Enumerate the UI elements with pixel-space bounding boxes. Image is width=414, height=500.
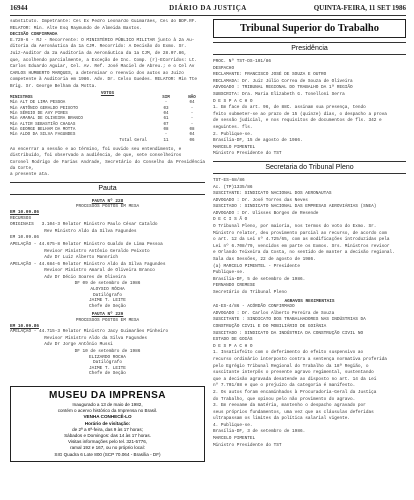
text-line: D E C I S Ã O <box>213 217 248 223</box>
header-rule <box>10 15 406 16</box>
text-line: Ac. (TP)1335/86 <box>213 184 253 190</box>
text-line: e Orlando Teixeira da Costa, no sentido de manter a decisão regional. <box>213 250 395 256</box>
text-line: que, acolhendo parcialmente, a Exceção de Inc. Comp. (r)-ECorridos: Lt. <box>10 57 198 63</box>
text-line: Brasília-DF, 5 de setembro de 1986. <box>213 276 306 282</box>
votes-total-yes: 11 <box>163 138 169 143</box>
vote-yes: 03 <box>163 106 169 111</box>
text-line: 3. Em reexame da matéria, mantenho o despacho agravado por <box>213 403 366 409</box>
text-line: DESPACHO <box>213 65 235 71</box>
item-paragraph <box>10 38 205 90</box>
votes-col-ministers: MINISTROS <box>10 96 33 101</box>
text-line: CONSTRUÇÃO CIVIL E DO MOBILIÁRIO DE GOIÂNIA <box>213 323 327 329</box>
pauta-entry: Rev Ministro Aldo da Silva Fagundes <box>10 228 137 234</box>
text-line: ultrapassam os limites da política salarial vigente. <box>213 416 351 422</box>
text-line: Lei nº 6.708/79, vencidos em parte os Exmos. Srs. Ministros revisor <box>213 243 390 249</box>
pauta-date: EM 10.09.86 <box>10 209 39 215</box>
museum-lines <box>16 402 199 458</box>
vote-no: 08 <box>189 127 195 132</box>
session-label: DECISÃO CONFIRMADA <box>10 32 58 38</box>
museum-line: de 2ª a 6ª-feira, das 9 às 17 horas; <box>72 426 143 432</box>
text-line: 1. Em face do art. 96, de 88C. assinam sua presença, tendo <box>213 105 366 111</box>
text-line: ADVOGADO : Dr. José Torres das Neves <box>213 197 308 203</box>
presidencia-title: Presidência <box>213 42 406 55</box>
text-line: D E S P A C H O <box>213 98 253 104</box>
vote-minister: Min ALDO DA SILVA FAGUNDES <box>10 133 76 138</box>
pauta-date: EM 10.09.86 <box>10 323 39 329</box>
text-line: MARCELO PIMENTEL <box>213 144 256 150</box>
votes-total-no: 06 <box>189 138 195 143</box>
vote-minister: Min SÉRGIO DE AVY PIRES <box>10 112 68 117</box>
text-line: 1. Insatisfeito com o deferimento do efeito suspensivo ao <box>213 350 364 356</box>
vote-no: - <box>190 112 194 117</box>
pauta-block <box>10 199 205 313</box>
text-line: RELATOR: Min. Alte Esq Raymundo de Almeida Bastos. <box>10 25 142 31</box>
text-line: TST-ES-68/86 <box>213 177 245 183</box>
pauta-signature-line: Chefe de Seção <box>89 303 126 309</box>
text-line: RECLAMANTE: FRANCISCO JOSÉ DE SOUZA E OUTRO <box>213 72 327 78</box>
votes-col-yes: SIM <box>162 96 170 101</box>
pleno-text <box>213 178 406 296</box>
vote-yes: 61 <box>163 117 169 122</box>
text-line: SUSCITADO : SINDICATO NACIONAL DAS EMPRESAS AEROVIÁRIAS (SNEA) <box>213 204 377 210</box>
page-header <box>10 4 406 14</box>
museum-line: Visitas informações pelo tel. 321-5776, <box>67 439 148 445</box>
vote-no: 04 <box>189 101 195 106</box>
text-line: SUSCITANTE : SINDICATO DOS TRABALHADORES NAS INDÚSTRIAS DA <box>213 317 366 323</box>
pauta-blocks <box>10 199 205 380</box>
museum-line: ramal 192 e 167, ou no próprio local: <box>70 445 145 451</box>
agravos-title: AGRAVOS REGIMENTAIS <box>284 298 335 304</box>
text-line: CARLOS HUMBERTO MARQUES, a determinar o reenvio dos autos ao Juízo <box>10 70 184 76</box>
pauta-entry: Adv Dr Jorge Antônio Mussi <box>10 342 113 348</box>
pauta-heading: PAUTA Nº 229 <box>91 312 124 318</box>
text-line: ADVOGADO : Dr. Ulisses Borges de Resende <box>213 210 319 216</box>
text-line: Juiz-Auditor da 2a Auditoria da Aeronáutica da 1a CJM, de 28.07.86, <box>10 50 187 56</box>
museum-line: SIG Quadra 6 Lote 800 (SCP 70.064 - Brasília - DF) <box>54 451 161 457</box>
text-line: suscitante interpôs o presente agravo regimental, sustentando <box>213 370 374 376</box>
text-line: Secretário do Tribunal Pleno <box>213 290 287 295</box>
vote-yes: - <box>164 133 168 138</box>
museum-advert <box>10 386 205 462</box>
pauta-entry: ORIGINAIS 3.104-3 Relator Ministro Paulo César Cataldo <box>10 222 158 228</box>
pauta-signature-line: Datilógrafo <box>93 360 122 366</box>
pauta-heading: PAUTA Nº 228 <box>91 198 124 204</box>
text-line: Sala das Sessões, 22 de agosto de 1986. <box>213 257 316 263</box>
pauta-entry: Revisor Ministro Aldo da Silva Fagundes <box>10 335 148 341</box>
text-line: PROC. Nº TST-DS-101/86 <box>213 59 271 64</box>
pauta-subheading: PROCESSOS POSTOS EM MESA <box>75 318 140 324</box>
text-line: feito submeter-se ao prazo de 15 (quinze) dias, o despacho a prova <box>213 111 387 117</box>
pauta-entry: Adv Dr Luiz Alberto Mannrich <box>10 255 119 261</box>
vote-minister: Min AMARAL DE OLIVEIRA BRANCO <box>10 117 83 122</box>
pauta-entry: Adv Dr Décio Soares de Oliveira <box>10 274 126 280</box>
pauta-block <box>10 312 205 380</box>
court-title: Tribunal Superior do Trabalho <box>213 19 406 38</box>
text-line: pelo Egrégio Tribunal Regional do Trabalho da 18ª Região, o <box>213 363 369 369</box>
vote-no: - <box>190 117 194 122</box>
text-line: nº 7.701/88 e que o prejuízo da categoria é manifesto. <box>213 383 356 389</box>
vote-no: - <box>190 122 194 127</box>
pleno-title: Secretaria do Tribunal Pleno <box>213 161 406 174</box>
votes-col-no: NÃO <box>188 96 196 101</box>
museum-line: Inaugurado a 13 de maio de 1982, <box>72 401 143 407</box>
text-line: RECLAMADA: Dr. Juiz Júlio Correa de Souza de Oliveira <box>213 78 353 84</box>
text-line: Ministro Presidente do TST <box>213 151 282 157</box>
text-line: o art. 12 da Lei nº 4.725/65, com as modificações introduzidas pela <box>213 237 390 243</box>
text-line: ADVOGADO : TRIBUNAL REGIONAL DO TRABALHO DA 1ª REGIÃO <box>213 85 353 91</box>
right-column <box>213 19 406 494</box>
vote-yes: 07 <box>163 122 169 127</box>
pauta-section-title: Pauta <box>10 182 205 195</box>
text-line: competente à Auditoria em 1986. Adv. Dr. Celso Guedes. RELATOR: Min Tte <box>10 77 198 83</box>
text-line: que a decisão agravada desatende ao disposto no art. 14 da Lei <box>213 376 377 382</box>
left-column <box>10 19 205 494</box>
text-line: MARCELO PIMENTEL <box>213 436 256 442</box>
page-number: 16944 <box>10 4 28 12</box>
text-line: SUSCITADO : SINDICATO DA INDÚSTRIA DA CONSTRUÇÃO CIVIL NO <box>213 330 364 336</box>
pauta-signature-line: Datilógrafo <box>93 292 122 298</box>
text-line: FERNANDO CREMESE <box>213 283 256 289</box>
publication-title: DIÁRIO DA JUSTIÇA <box>169 4 247 12</box>
text-line: Carlos Eduardo Aguiar, Cel. Av. Ref. José Maciel de Abreu.; e o Cel Av <box>10 64 195 70</box>
vote-no: 04 <box>189 133 195 138</box>
votes-total-label: Total Geral <box>119 138 147 143</box>
text-line: seguintes. fls. <box>213 124 253 130</box>
text-line: ADVOGADO : Dr. Carlos Alberto Pereira de Souza <box>213 310 335 316</box>
text-line: ditoria da Aeronáutica da 1a CJM. Recorrido: A Decisão do Exmo. Sr. <box>10 44 187 50</box>
text-line: O Tribunal Pleno, por maioria, nos termos do voto do Exmo. Sr. <box>213 224 377 230</box>
pauta-entry: APELAÇÃO - 44.715-3 Relator Ministro Jacy Guimarães Pinheiro <box>10 329 169 335</box>
text-line: (a) MARCELO PIMENTEL - Presidente <box>213 263 300 269</box>
museum-line: VENHA CONHECÊ-LO <box>83 414 132 420</box>
text-line: distribuído, foi observado a audiência, de que, sete conselheiros <box>10 153 182 159</box>
museum-line: contém o acervo histórico da Imprensa no Brasil. <box>57 408 158 414</box>
text-line: 2. Publique-se. <box>213 131 253 137</box>
pauta-entry: RECURSOS <box>10 215 32 221</box>
text-line: a presente ata. <box>10 172 50 178</box>
text-line: seus próprios fundamentos, uma vez que as cláusulas deferidas <box>213 409 374 415</box>
text-line: AG-ES-4/86 - ACÓRDÃO CONFIRMADO <box>213 304 295 310</box>
vote-yes: - <box>164 101 168 106</box>
presidencia-text <box>213 59 406 157</box>
pauta-entry: APELAÇÃO - 44.684-6 Relator Ministro Aldo da Silva Fagundes <box>10 261 166 267</box>
text-line: D E S P A C H O <box>213 343 253 349</box>
text-line: SUBSCRITA: Dra. Maria Elizabeth G. Tonelloni Serra <box>213 91 345 97</box>
text-line: Ao encerrar a sessão e ao término, foi ouvido seu entendimento, e <box>10 146 182 152</box>
text-line: 2. Os autos foram encaminhados à Procuradoria-Geral da Justiça <box>213 389 377 395</box>
text-line: E.729-6 - RJ - Recorrente: O MINISTÉRIO PÚBLICO MILITAR junto à 2a Au- <box>10 37 195 43</box>
vote-no: - <box>190 106 194 111</box>
agravos-text <box>213 304 406 448</box>
text-line: Brig. Sr. George Belham da Motta. <box>10 83 97 89</box>
vote-minister: Min ANTÔNIO GERALDO PEIXOTO <box>10 106 78 111</box>
pauta-footer-date: DF 09 de setembro de 1986 <box>74 281 141 287</box>
museum-line: Sábados e Domingos: das 14 às 17 horas. <box>64 433 151 438</box>
text-line: ESTADO DE GOIÁS <box>213 337 253 343</box>
text-line: SUSCITANTE: SINDICATO NACIONAL DOS AERONAUTAS <box>213 191 332 197</box>
text-line: Brasília-DF, 15 de agosto de 1986. <box>213 138 303 144</box>
text-line: Ministro Presidente do TST <box>213 442 282 448</box>
pauta-signature-line: ALOYSIO RÓCHA <box>90 287 125 293</box>
vote-minister: Min ALT DE LIMA PESSOA <box>10 101 66 106</box>
pauta-entry: Revisor Ministro Antônio Geraldo Peixoto <box>10 248 150 254</box>
text-line: do Trabalho, que opinou pelo não provimento do agravo. <box>213 396 356 402</box>
pauta-subheading: PROCESSOS POSTOS EM MESA <box>75 204 140 210</box>
votes-title: VOTOS <box>100 90 115 96</box>
text-line: 4. Publique-se. <box>213 422 253 428</box>
pauta-signature-line: JAIME T. LEITE <box>89 298 126 304</box>
issue-date: QUINTA-FEIRA, 11 SET 1986 <box>313 4 406 12</box>
pauta-entry: Revisor Ministro Amaral de Oliveira Branco <box>10 268 155 274</box>
text-line: Publique-se. <box>213 270 245 276</box>
vote-minister: Min GEORGE BELHAM DA MOTTA <box>10 127 76 132</box>
intro-block <box>10 19 205 31</box>
closing-paragraph <box>10 147 205 178</box>
vote-yes: 08 <box>163 127 169 132</box>
text-line: Ministro relator, deu provimento parcial ao recurso, de acordo com <box>213 230 387 236</box>
museum-line: Horário de visitação: <box>84 420 131 426</box>
vote-yes: 04 <box>163 112 169 117</box>
pauta-footer-date: DF 10 de setembro de 1986 <box>74 349 141 355</box>
museum-title: MUSEU DA IMPRENSA <box>48 389 167 401</box>
text-line: substituto. Impetrante: Cel Ex Pedro Leonardo Guimarães, Cel do BDP.RF. <box>10 19 198 24</box>
text-line: de sessão judicial, e nos requisitos de documentos de fls. 342 e <box>213 118 382 124</box>
votes-table <box>10 96 205 144</box>
pauta-signature-line: JAIME T. LEITE <box>89 365 126 371</box>
pauta-entry: APELAÇÃO - 44.675-8 Relator Ministro Gualdo de Lima Pessoa <box>10 241 163 247</box>
pauta-signature-line: Chefe de Seção <box>89 371 126 377</box>
text-line: Coronel Rodrigo de Farias Andrade, Secretário do Conselho da Presidência da Corte, <box>10 159 205 171</box>
pauta-signature-line: ELIZARDO ROCHA <box>89 354 126 360</box>
pauta-entry: EM 10.09.86 <box>10 235 39 241</box>
text-line: recurso ordinário interposto contra a sentença normativa proferida <box>213 356 387 362</box>
text-line: Brasília-DF, 3 de setembro de 1986. <box>213 429 306 435</box>
vote-minister: Min ALTIR SEBASTIÃO CHAGAS <box>10 122 76 127</box>
